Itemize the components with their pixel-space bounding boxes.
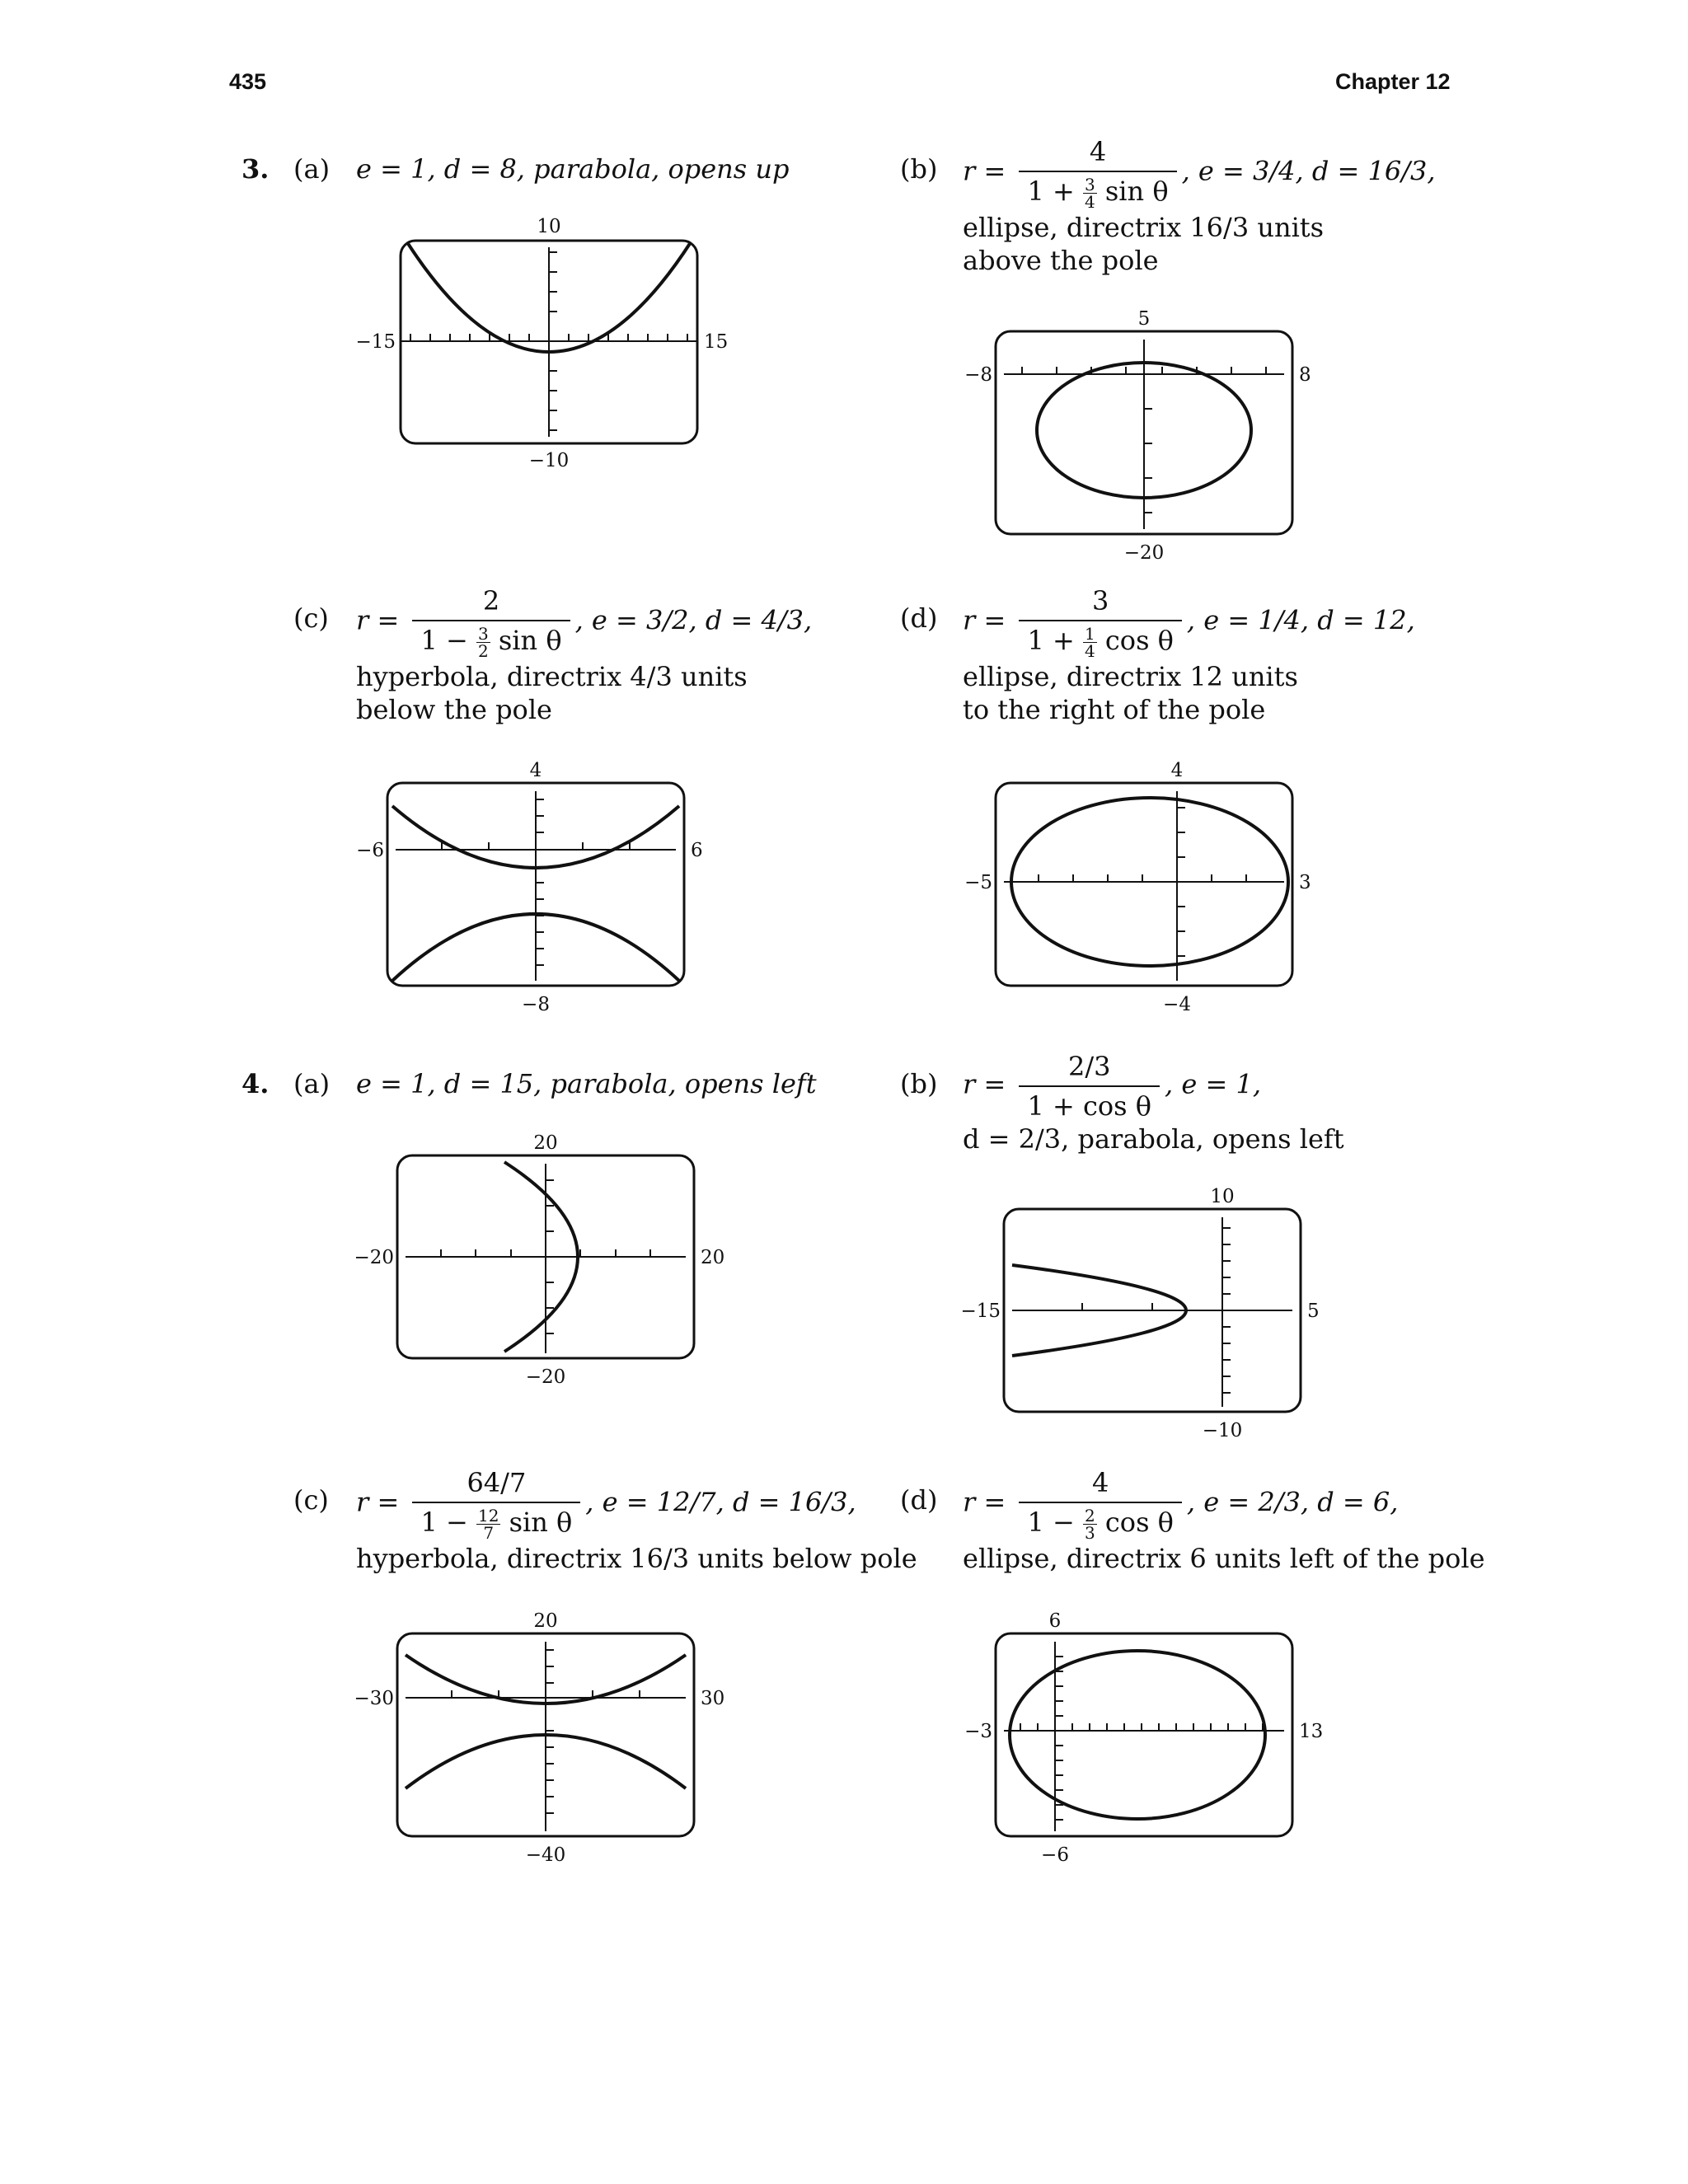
ymin-label: −10 [528, 450, 570, 471]
description-line-1: ellipse, directrix 6 units left of the pole [963, 1543, 1485, 1574]
xmin-label: −15 [960, 1301, 1001, 1322]
description-line-1: hyperbola, directrix 4/3 units [356, 661, 748, 692]
ymin-label: −4 [1163, 994, 1191, 1015]
chapter-title: Chapter 12 [1335, 69, 1451, 94]
xmin-label: −5 [964, 872, 992, 893]
description-line-2: to the right of the pole [963, 694, 1266, 725]
ymax-label: 6 [1048, 1610, 1062, 1632]
ymin-label: −20 [1123, 542, 1165, 564]
part-label: (a) [293, 1068, 331, 1099]
xmax-label: 13 [1299, 1721, 1324, 1742]
part-label: (a) [293, 153, 331, 185]
xmin-label: −6 [356, 840, 384, 861]
xmax-label: 8 [1299, 364, 1311, 386]
xmax-label: 30 [701, 1688, 725, 1709]
xmax-label: 20 [701, 1247, 725, 1268]
ymin-label: −20 [525, 1366, 566, 1388]
description-line-1: hyperbola, directrix 16/3 units below pole [356, 1543, 917, 1574]
ymax-label: 10 [537, 216, 561, 237]
description-line-2: above the pole [963, 245, 1159, 276]
fraction: 2 1 − $\frac{3}{2}$ sin θ [412, 585, 570, 659]
problem-4-number: 4. [241, 1068, 270, 1099]
part-label: (c) [293, 602, 329, 634]
xmin-label: −30 [354, 1688, 394, 1709]
xmax-label: 5 [1307, 1301, 1320, 1322]
equation: r = 4 1 − $\frac{2}{3}$ cos θ , e = 2/3, d = 6, [963, 1467, 1399, 1543]
equation: r = 4 1 + $\frac{3}{4}$ sin θ , e = 3/4, d = 16/3, [963, 136, 1436, 212]
ymin-label: −40 [525, 1844, 566, 1866]
graph-4b [956, 1183, 1343, 1450]
ymax-label: 5 [1137, 308, 1151, 330]
xmax-label: 6 [691, 840, 703, 861]
description-line-1: d = 2/3, parabola, opens left [963, 1123, 1344, 1155]
graph-3d [948, 757, 1335, 1024]
graph-4a [346, 1129, 734, 1396]
part-label: (c) [293, 1484, 329, 1516]
xmin-label: −20 [354, 1247, 394, 1268]
graph-4d [948, 1607, 1335, 1874]
problem-3-number: 3. [241, 153, 270, 185]
description-line-1: ellipse, directrix 16/3 units [963, 212, 1325, 243]
part-text: e = 1, d = 8, parabola, opens up [356, 153, 790, 185]
ymin-label: −6 [1041, 1844, 1069, 1866]
part-text: e = 1, d = 15, parabola, opens left [356, 1068, 817, 1099]
equation: r = 3 1 + $\frac{1}{4}$ cos θ , e = 1/4, d = 12, [963, 585, 1415, 661]
description-line-1: ellipse, directrix 12 units [963, 661, 1298, 692]
ymin-label: −8 [522, 994, 550, 1015]
xmin-label: −8 [964, 364, 992, 386]
ellipse-curve [1010, 1651, 1265, 1819]
fraction: 4 1 + $\frac{3}{4}$ sin θ [1019, 136, 1176, 210]
page-number: 435 [229, 69, 267, 94]
part-label: (b) [900, 1068, 938, 1099]
ymax-label: 20 [533, 1132, 558, 1154]
ymin-label: −10 [1202, 1420, 1243, 1441]
part-label: (b) [900, 153, 938, 185]
xmax-label: 3 [1299, 872, 1311, 893]
fraction: $\frac{2/3}{\text{1 + cos θ}}$ [1019, 1051, 1160, 1122]
ymax-label: 4 [1170, 760, 1184, 781]
xmin-label: −3 [964, 1721, 992, 1742]
ymax-label: 10 [1210, 1186, 1235, 1207]
graph-4c [346, 1607, 734, 1874]
graph-frame [996, 783, 1292, 986]
graph-3c [340, 757, 727, 1024]
equation: r = 2 1 − $\frac{3}{2}$ sin θ , e = 3/2, d = 4/3, [356, 585, 813, 661]
graph-frame [996, 1633, 1292, 1836]
description-line-2: below the pole [356, 694, 552, 725]
graph-3b [948, 305, 1335, 572]
equation: r = 64/7 1 − $\frac{12}{7}$ sin θ , e = 12/7, d = 16/3, [356, 1467, 856, 1543]
equation: r = $\frac{2/3}{\text{1 + cos θ}}$ , e = 1, [963, 1051, 1261, 1122]
xmin-label: −15 [355, 331, 396, 353]
graph-3a [346, 214, 734, 471]
fraction: 4 1 − $\frac{2}{3}$ cos θ [1019, 1467, 1181, 1541]
xmax-label: 15 [704, 331, 729, 353]
fraction: 3 1 + $\frac{1}{4}$ cos θ [1019, 585, 1181, 659]
fraction: 64/7 1 − $\frac{12}{7}$ sin θ [412, 1467, 580, 1541]
part-label: (d) [900, 1484, 938, 1516]
ymax-label: 4 [529, 760, 542, 781]
ymax-label: 20 [533, 1610, 558, 1632]
part-label: (d) [900, 602, 938, 634]
